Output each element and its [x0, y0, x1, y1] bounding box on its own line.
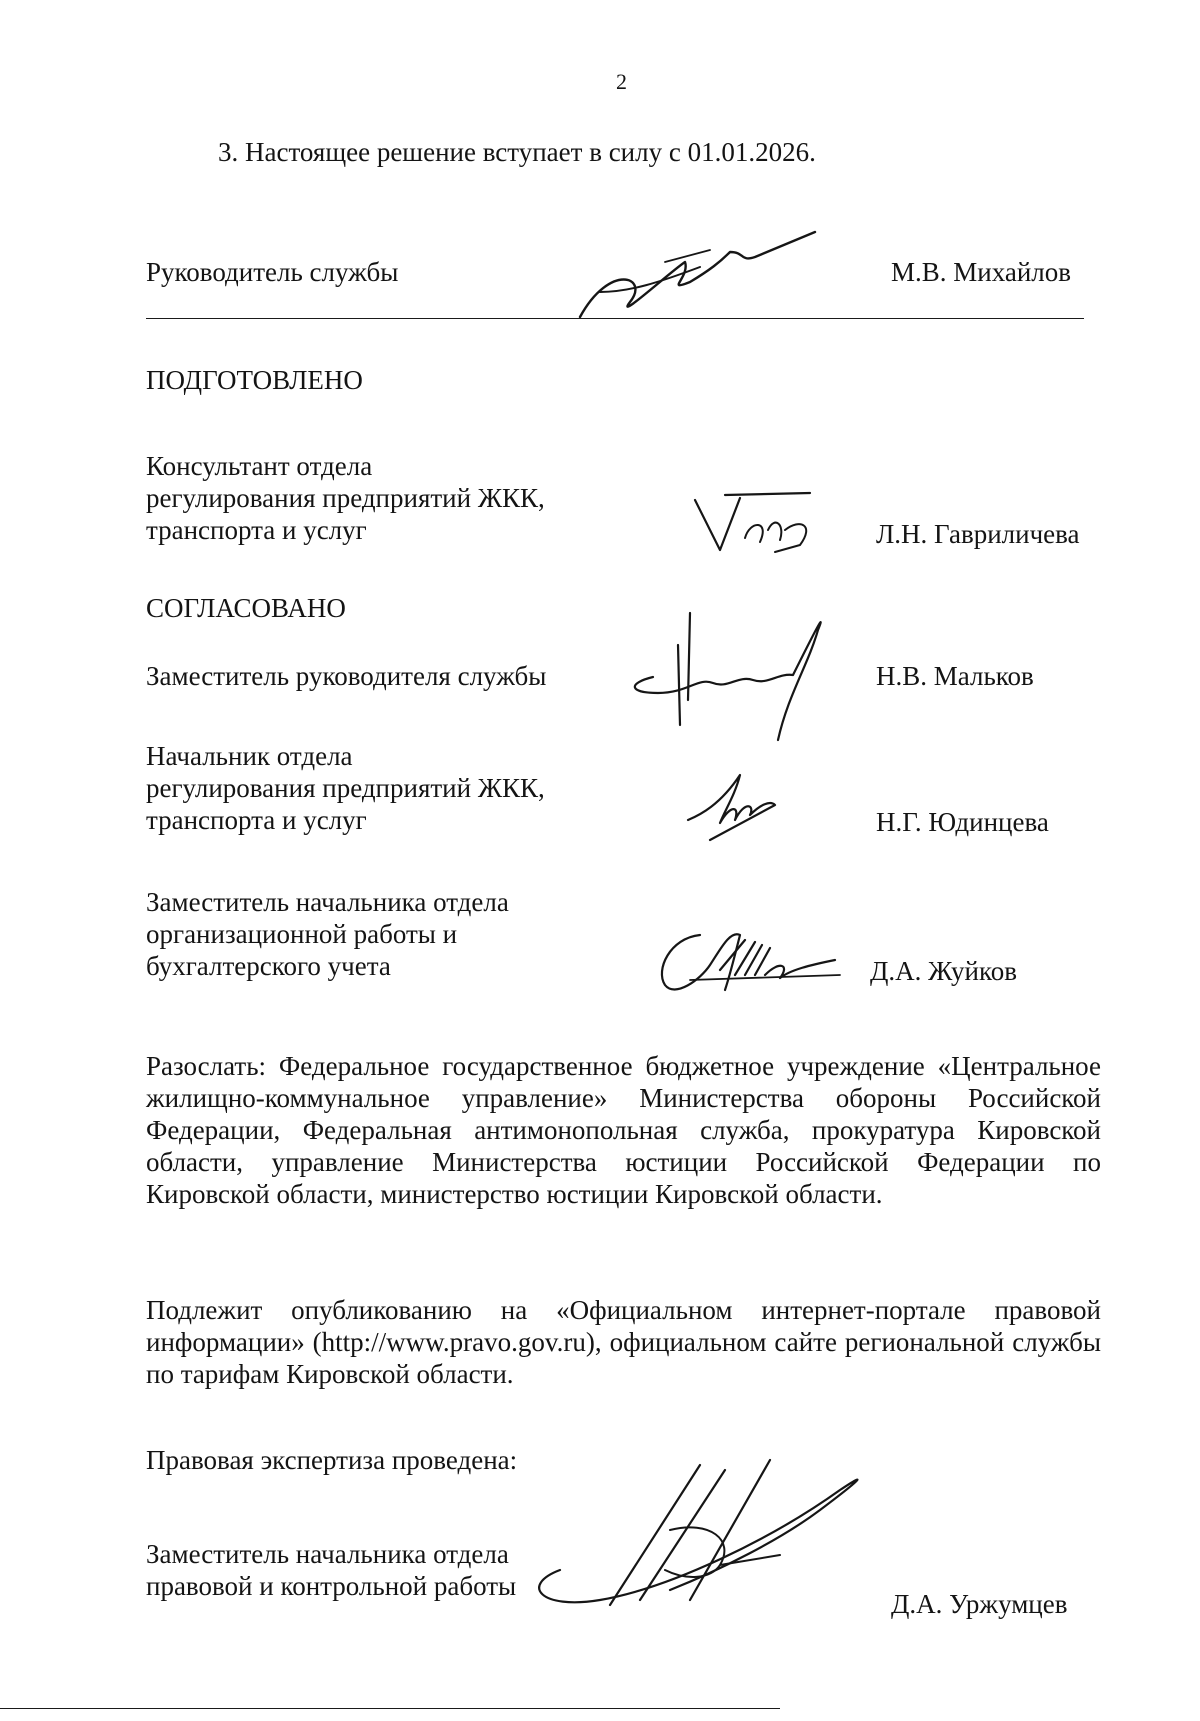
approved-heading: СОГЛАСОВАНО: [146, 593, 346, 623]
approver-3-name: Д.А. Жуйков: [870, 956, 1017, 986]
approver-3-signature: [650, 920, 850, 1000]
approver-1-name: Н.В. Мальков: [876, 661, 1034, 691]
approver-2-position: Начальник отдела регулирования предприятий ЖКК, транспорта и услуг: [146, 741, 545, 835]
distribution-paragraph: Разослать: Федеральное государственное бюджетное учреждение «Центральное жилищно-коммунальное управление» Министерства обороны Российской Федерации, Федеральная антимонопольная служба, прокуратура Кировской области, управление Министерства юстиции Российской Федерации по Кировской области, министерство юстиции Кировской области.: [146, 1051, 1101, 1209]
legal-review-position: Заместитель начальника отдела правовой и контрольной работы: [146, 1539, 517, 1601]
approver-1-signature: [618, 605, 858, 745]
prepared-position: Консультант отдела регулирования предприятий ЖКК, транспорта и услуг: [146, 451, 545, 545]
head-signature: [570, 222, 830, 332]
prepared-name: Л.Н. Гавриличева: [876, 519, 1080, 549]
bottom-edge-line: [0, 1708, 780, 1709]
approver-1-position: Заместитель руководителя службы: [146, 661, 547, 691]
approver-2-name: Н.Г. Юдинцева: [876, 807, 1049, 837]
signature-rule: [146, 318, 1084, 319]
head-name: М.В. Михайлов: [891, 257, 1072, 287]
legal-review-note: Правовая экспертиза проведена:: [146, 1445, 518, 1475]
legal-review-signature: [520, 1450, 900, 1620]
approver-3-position: Заместитель начальника отдела организационной работы и бухгалтерского учета: [146, 887, 509, 981]
prepared-signature: [690, 490, 825, 560]
approver-2-signature: [680, 765, 790, 845]
page-number: 2: [616, 69, 627, 94]
publication-paragraph: Подлежит опубликованию на «Официальном интернет-портале правовой информации» (http://www.pravo.gov.ru), официальном сайте региональной службы по тарифам Кировской области.: [146, 1295, 1101, 1389]
head-position: Руководитель службы: [146, 257, 399, 287]
effective-date-clause: 3. Настоящее решение вступает в силу с 01.01.2026.: [218, 137, 816, 167]
legal-review-name: Д.А. Уржумцев: [891, 1589, 1068, 1619]
prepared-heading: ПОДГОТОВЛЕНО: [146, 365, 363, 395]
